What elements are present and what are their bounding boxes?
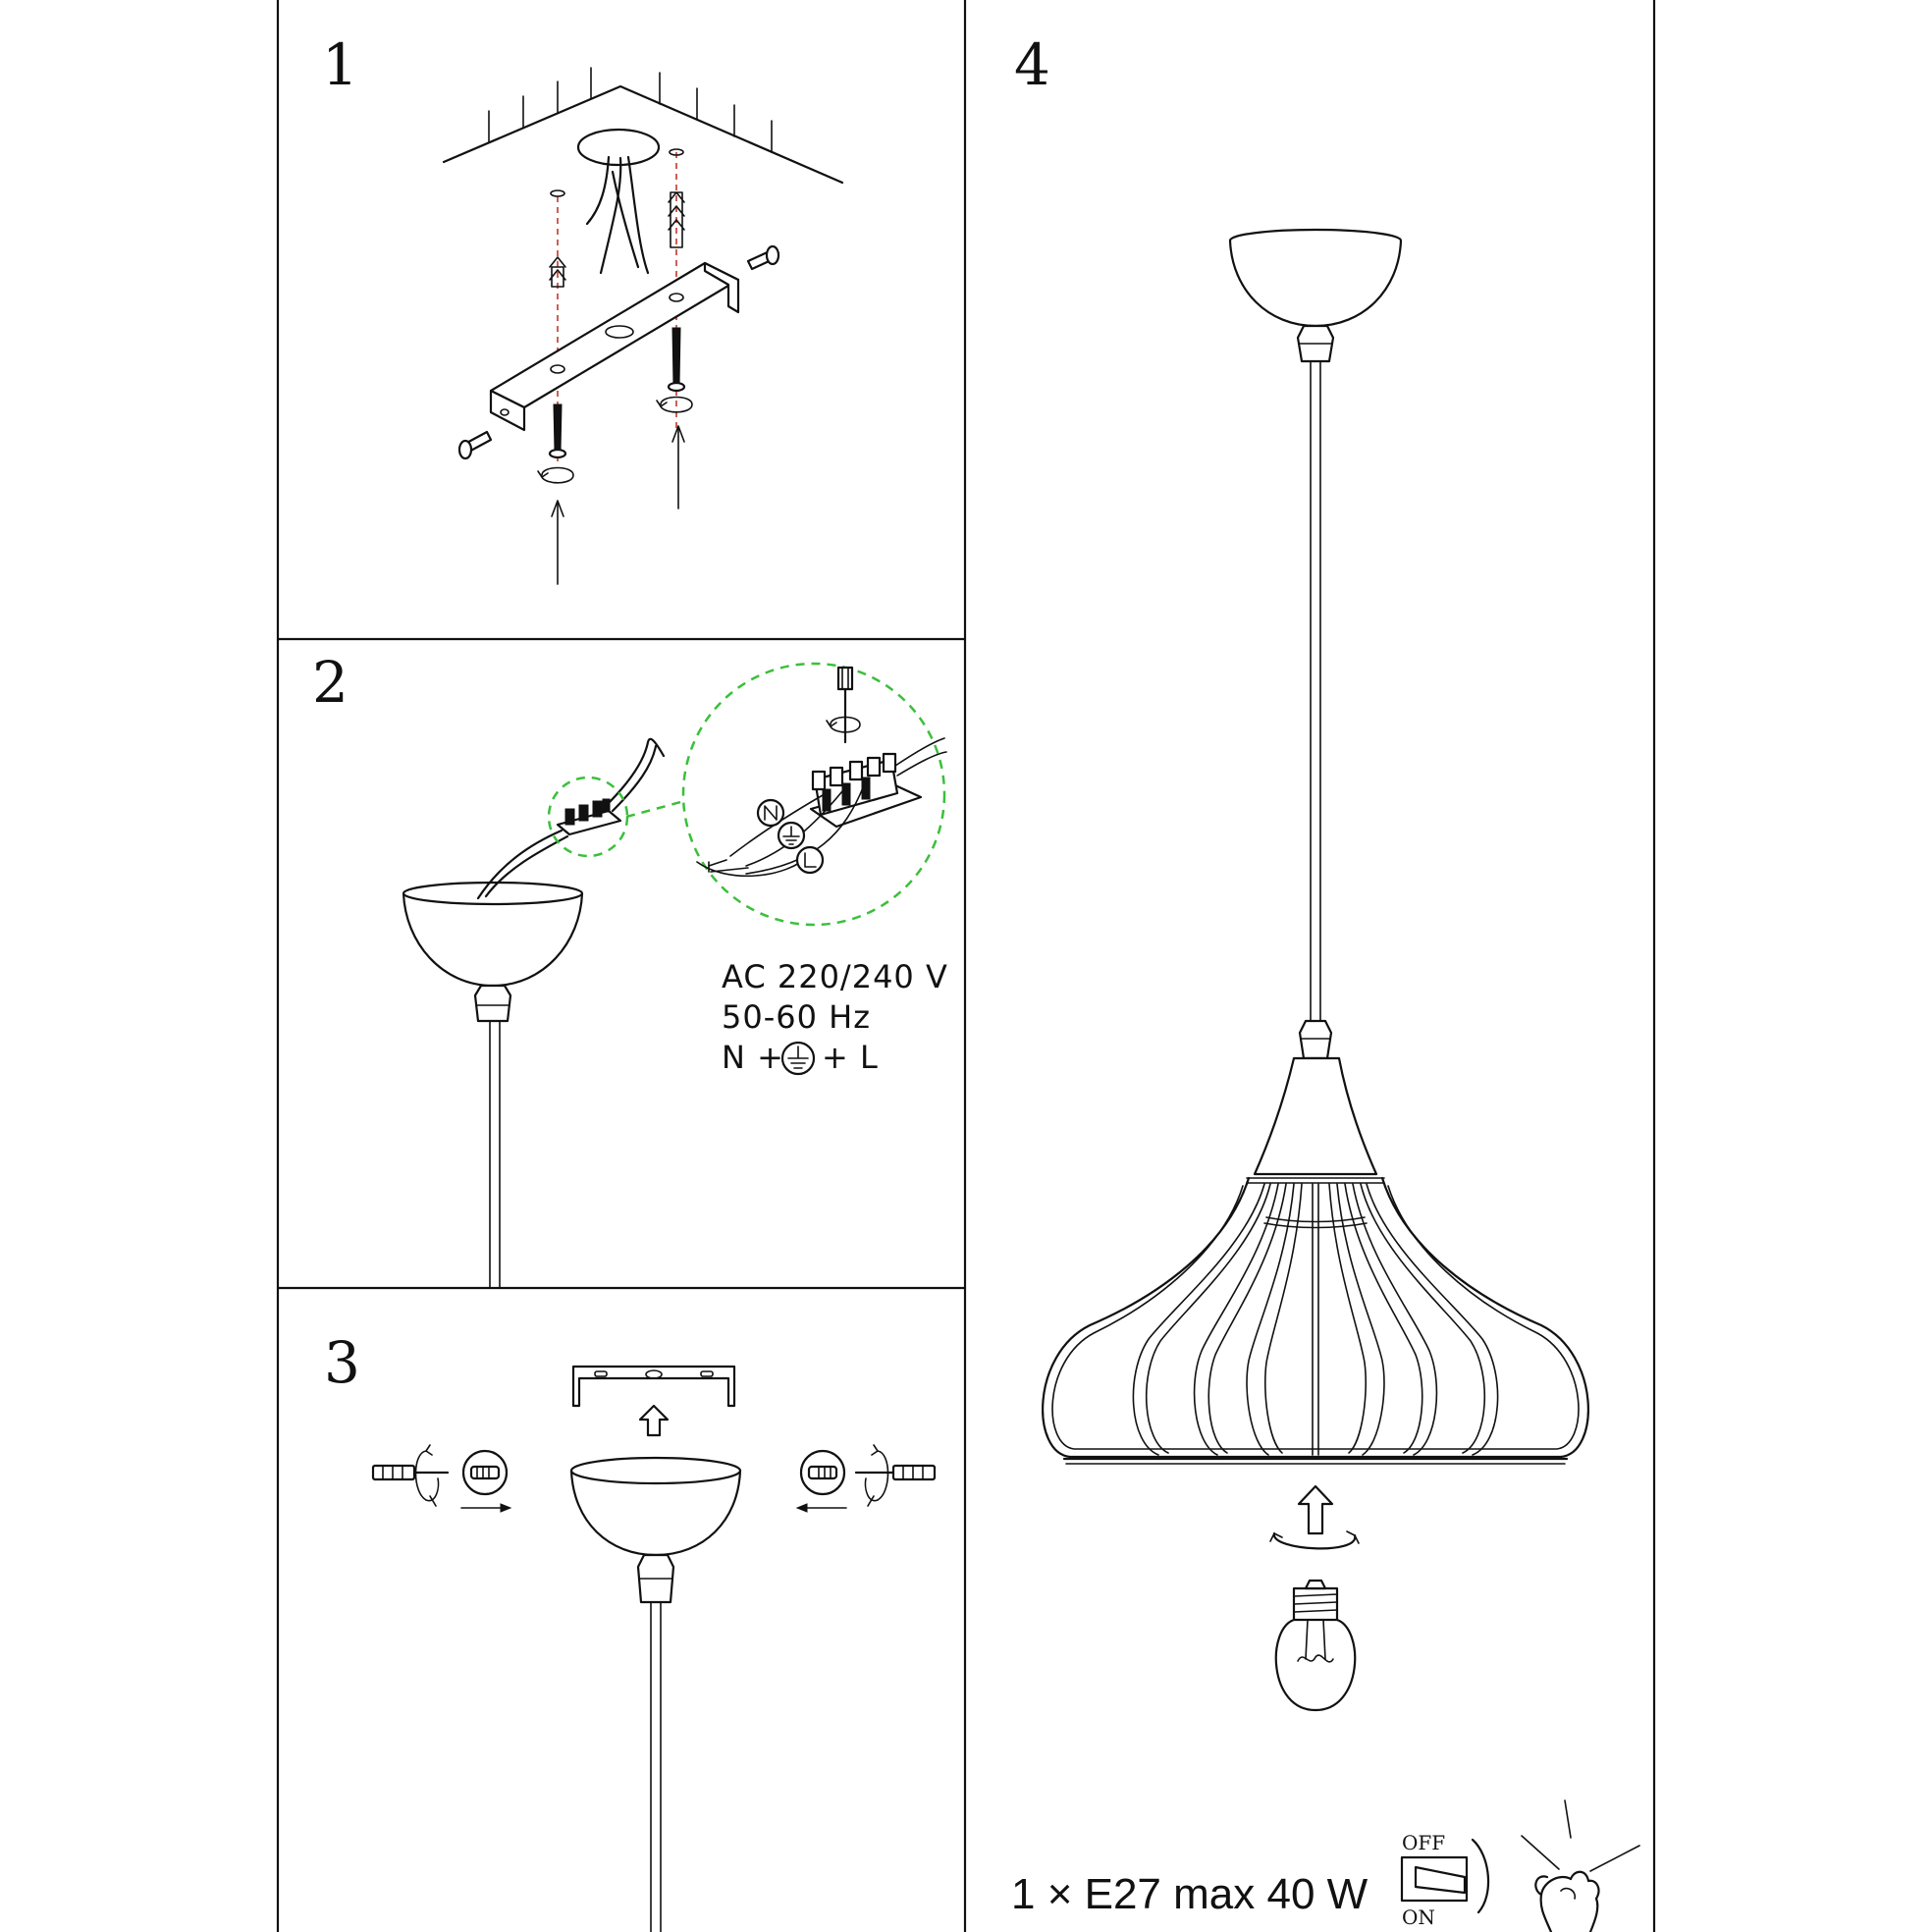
insert-bulb-arrow bbox=[1270, 1486, 1359, 1548]
conductors-prefix: N + bbox=[722, 1039, 784, 1076]
wood-screw-right bbox=[657, 328, 692, 412]
step-4-illustration bbox=[1043, 230, 1588, 1710]
terminal-block-magnified bbox=[697, 668, 946, 876]
voltage-label: AC 220/240 V bbox=[722, 958, 948, 995]
bracket-front bbox=[573, 1367, 734, 1406]
push-up-arrow-right bbox=[672, 426, 684, 509]
wood-screw-left bbox=[538, 404, 573, 483]
screw-left bbox=[463, 1451, 507, 1494]
frequency-label: 50-60 Hz bbox=[722, 998, 872, 1036]
step-2-number: 2 bbox=[312, 649, 349, 716]
terminal-symbol-l bbox=[797, 847, 823, 873]
terminal-symbol-earth bbox=[778, 823, 804, 848]
side-screw-left bbox=[459, 432, 491, 458]
step-1-number: 1 bbox=[322, 31, 358, 98]
earth-icon bbox=[782, 1043, 814, 1074]
bulb-rating-label: 1 × E27 max 40 W bbox=[1011, 1870, 1368, 1918]
ceiling bbox=[444, 68, 842, 183]
terminal-block-small bbox=[558, 799, 620, 834]
step-2-illustration bbox=[403, 664, 948, 1288]
ceiling-canopy bbox=[1230, 230, 1401, 361]
ok-hand-icon bbox=[1522, 1800, 1639, 1932]
canopy bbox=[403, 883, 582, 1288]
arrow-left bbox=[797, 1504, 846, 1512]
wire-cage-shade bbox=[1043, 1178, 1588, 1464]
switch-off-label: OFF bbox=[1402, 1831, 1446, 1854]
screw-right bbox=[801, 1451, 844, 1494]
step-1-illustration bbox=[444, 68, 842, 584]
lift-arrow bbox=[640, 1406, 668, 1435]
arrow-right bbox=[461, 1504, 510, 1512]
light-bulb-icon bbox=[1276, 1581, 1355, 1710]
wall-switch bbox=[1402, 1831, 1488, 1929]
terminal-symbol-n bbox=[758, 800, 783, 826]
step-3-number: 3 bbox=[324, 1329, 360, 1396]
switch-on-label: ON bbox=[1402, 1905, 1435, 1929]
step-3-illustration bbox=[373, 1367, 935, 1932]
shade-top bbox=[1247, 1058, 1384, 1183]
conductors-suffix: + L bbox=[822, 1039, 879, 1076]
push-up-arrow-left bbox=[552, 501, 564, 584]
ceiling-hole-with-wires bbox=[578, 130, 659, 273]
side-screw-right bbox=[748, 246, 778, 269]
step-4-number: 4 bbox=[1014, 31, 1050, 98]
screwdriver-left bbox=[373, 1445, 448, 1506]
screwdriver-right bbox=[856, 1445, 935, 1506]
canopy-with-cord bbox=[571, 1458, 740, 1932]
suspension-cord bbox=[1300, 361, 1331, 1058]
mounting-bracket bbox=[491, 263, 738, 430]
